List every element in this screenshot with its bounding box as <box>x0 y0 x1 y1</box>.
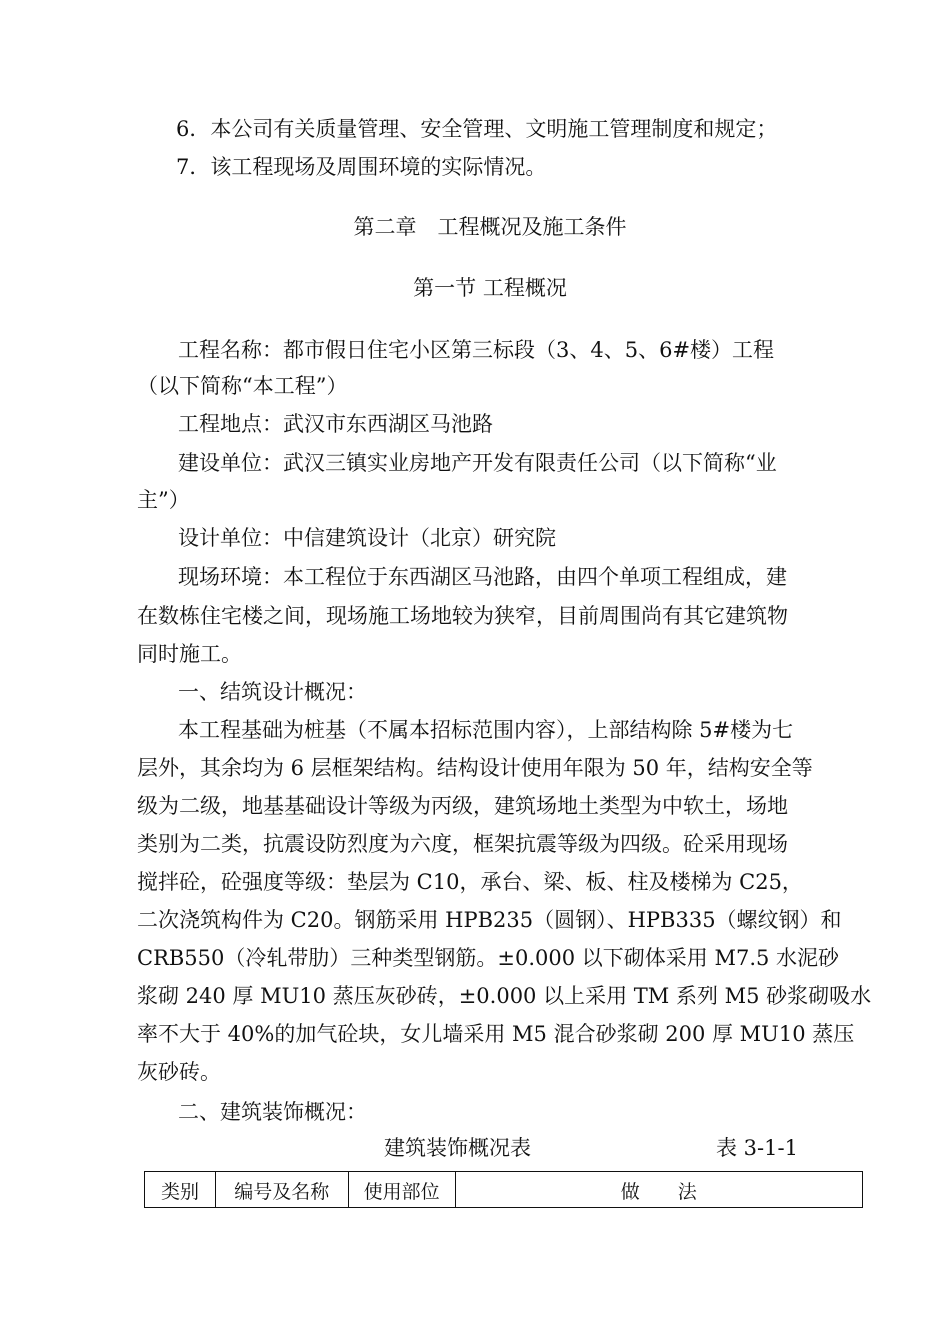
column-header-location: 使用部位 <box>348 1172 455 1208</box>
structure-paragraph-line: 级为二级，地基基础设计等级为丙级，建筑场地土类型为中软土，场地 <box>137 794 788 818</box>
structure-paragraph-line: 本工程基础为桩基（不属本招标范围内容），上部结构除 5#楼为七 <box>178 718 794 742</box>
structure-heading: 一、结筑设计概况： <box>178 680 367 704</box>
structure-paragraph-line: CRB550（冷轧带肋）三种类型钢筋。±0.000 以下砌体采用 M7.5 水泥砂 <box>137 946 840 970</box>
list-item-6: 6．本公司有关质量管理、安全管理、文明施工管理制度和规定； <box>176 117 778 141</box>
table-number: 表 3-1-1 <box>716 1136 798 1160</box>
structure-paragraph-line: 类别为二类，抗震设防烈度为六度，框架抗震等级为四级。砼采用现场 <box>137 832 788 856</box>
decoration-table <box>144 1171 863 1208</box>
decoration-heading: 二、建筑装饰概况： <box>178 1100 367 1124</box>
section-title: 第一节 工程概况 <box>413 276 567 300</box>
site-environment-line-1: 现场环境：本工程位于东西湖区马池路，由四个单项工程组成，建 <box>178 565 787 589</box>
column-header-method: 做 法 <box>455 1172 862 1208</box>
table-caption: 建筑装饰概况表 <box>384 1136 531 1160</box>
structure-paragraph-line: 率不大于 40%的加气砼块，女儿墙采用 M5 混合砂浆砌 200 厚 MU10 蒸压 <box>137 1022 855 1046</box>
column-header-code-name: 编号及名称 <box>215 1172 348 1208</box>
project-designer: 设计单位：中信建筑设计（北京）研究院 <box>178 526 556 550</box>
project-name-line-2: （以下简称“本工程”） <box>137 374 348 398</box>
project-owner-line-2: 主”） <box>137 488 190 512</box>
project-owner-line-1: 建设单位：武汉三镇实业房地产开发有限责任公司（以下简称“业 <box>178 451 777 475</box>
table-header-row <box>145 1172 863 1208</box>
structure-paragraph-line: 层外，其余均为 6 层框架结构。结构设计使用年限为 50 年，结构安全等 <box>137 756 813 780</box>
site-environment-line-2: 在数栋住宅楼之间，现场施工场地较为狭窄，目前周围尚有其它建筑物 <box>137 604 788 628</box>
structure-paragraph-line: 灰砂砖。 <box>137 1060 221 1084</box>
chapter-title: 第二章 工程概况及施工条件 <box>353 215 627 239</box>
structure-paragraph-line: 搅拌砼，砼强度等级：垫层为 C10，承台、梁、板、柱及楼梯为 C25， <box>137 870 803 894</box>
list-item-7: 7．该工程现场及周围环境的实际情况。 <box>176 155 547 179</box>
column-header-category: 类别 <box>145 1172 216 1208</box>
structure-paragraph-line: 二次浇筑构件为 C20。钢筋采用 HPB235（圆钢）、HPB335（螺纹钢）和 <box>137 908 842 932</box>
project-name-line-1: 工程名称：都市假日住宅小区第三标段（3、4、5、6#楼）工程 <box>178 338 775 362</box>
site-environment-line-3: 同时施工。 <box>137 642 242 666</box>
project-address: 工程地点：武汉市东西湖区马池路 <box>178 412 493 436</box>
structure-paragraph-line: 浆砌 240 厚 MU10 蒸压灰砂砖，±0.000 以上采用 TM 系列 M5 砂浆砌吸水 <box>137 984 872 1008</box>
